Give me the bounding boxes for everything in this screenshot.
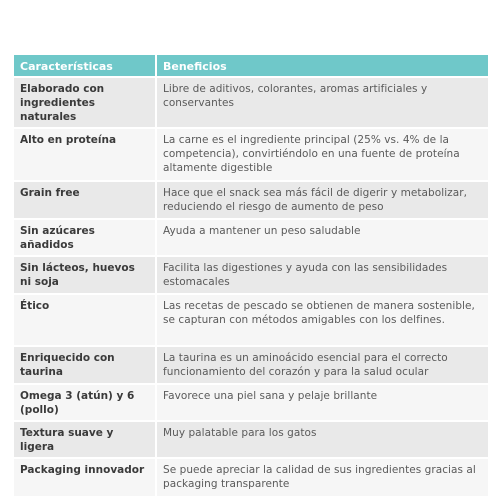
feature-cell: Textura suave y ligera	[14, 421, 156, 458]
table-row	[14, 128, 488, 181]
table-header-row	[14, 55, 488, 77]
feature-cell: Packaging innovador	[14, 458, 156, 496]
benefit-cell: Facilita las digestiones y ayuda con las sensibilidades estomacales	[156, 256, 488, 294]
header-caracteristicas: Características	[14, 55, 156, 77]
feature-cell: Ético	[14, 294, 156, 346]
table-row	[14, 458, 488, 496]
table-row	[14, 294, 488, 346]
table-row	[14, 256, 488, 294]
feature-cell: Elaborado con ingredientes naturales	[14, 77, 156, 128]
benefit-cell: Ayuda a mantener un peso saludable	[156, 219, 488, 256]
header-beneficios: Beneficios	[156, 55, 488, 77]
benefit-cell: Libre de aditivos, colorantes, aromas artificiales y conservantes	[156, 77, 488, 128]
table-row	[14, 346, 488, 384]
benefit-cell: La taurina es un aminoácido esencial para el correcto funcionamiento del corazón y para la salud ocular	[156, 346, 488, 384]
feature-cell: Enriquecido con taurina	[14, 346, 156, 384]
benefit-cell: Se puede apreciar la calidad de sus ingredientes gracias al packaging transparente	[156, 458, 488, 496]
table-row	[14, 77, 488, 128]
table-row	[14, 384, 488, 421]
table-row	[14, 219, 488, 256]
feature-cell: Omega 3 (atún) y 6 (pollo)	[14, 384, 156, 421]
benefit-cell: La carne es el ingrediente principal (25% vs. 4% de la competencia), convirtiéndolo en una fuente de proteína altamente digestible	[156, 128, 488, 181]
feature-cell: Sin azúcares añadidos	[14, 219, 156, 256]
benefit-cell: Hace que el snack sea más fácil de digerir y metabolizar, reduciendo el riesgo de aumento de peso	[156, 181, 488, 219]
features-table	[14, 55, 488, 496]
benefit-cell: Las recetas de pescado se obtienen de manera sostenible, se capturan con métodos amigables con los delfines.	[156, 294, 488, 346]
benefit-cell: Muy palatable para los gatos	[156, 421, 488, 458]
feature-cell: Grain free	[14, 181, 156, 219]
table-row	[14, 421, 488, 458]
benefit-cell: Favorece una piel sana y pelaje brillante	[156, 384, 488, 421]
table-row	[14, 181, 488, 219]
feature-cell: Alto en proteína	[14, 128, 156, 181]
feature-cell: Sin lácteos, huevos ni soja	[14, 256, 156, 294]
